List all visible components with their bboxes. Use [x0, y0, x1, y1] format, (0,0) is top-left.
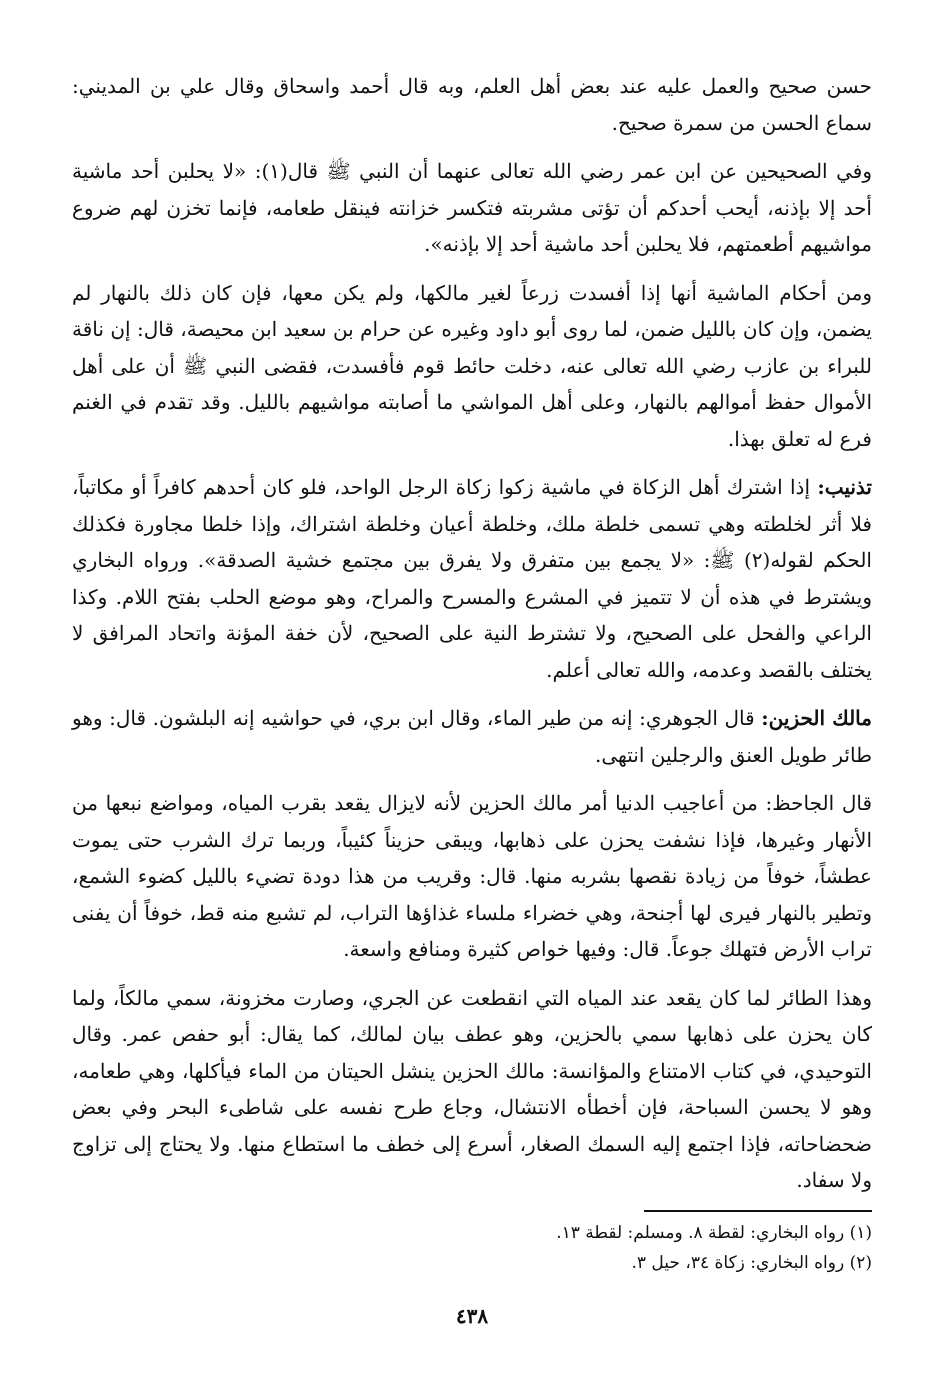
paragraph-text: ومن أحكام الماشية أنها إذا أفسدت زرعاً لغير مالكها، ولم يكن معها، فإن كان ذلك بالنهار لم يضمن، وإن كان بالليل ضمن، لما روى أبو داود وغيره عن حرام بن سعيد ابن محيصة، قال: إن ناقة للبراء بن عازب رضي الله تعالى عنه، دخلت حائط قوم فأفسدت، فقضى النبي ﷺ أن على أهل الأموال حفظ أموالهم بالنهار، وعلى أهل المواشي ما أصابته مواشيهم بالليل. وقد تقدم في الغنم فرع له تعلق بهذا.: [72, 280, 872, 451]
paragraph-text: قال الجاحظ: من أعاجيب الدنيا أمر مالك الحزين لأنه لايزال يقعد بقرب المياه، ومواضع نبعها من الأنهار وغيرها، فإذا نشفت يحزن على ذهابها، ويبقى حزيناً كئيباً، وربما ترك الشرب حتى يموت عطشاً، خوفاً من زيادة نقصها بشربه منها. قال: وقريب من هذا دودة تضيء بالليل كضوء الشمع، وتطير بالنهار فيرى لها أجنحة، وهي خضراء ملساء غذاؤها التراب، لم تشبع منه قط، خوفاً أن يفنى تراب الأرض فتهلك جوعاً. قال: وفيها خواص كثيرة ومنافع واسعة.: [72, 791, 872, 961]
paragraph: [72, 68, 872, 141]
paragraph: [72, 469, 872, 688]
page-number: ٤٣٨: [455, 1304, 489, 1328]
paragraph: [72, 980, 872, 1199]
paragraph: [72, 153, 872, 263]
paragraph-heading: مالك الحزين:: [761, 706, 872, 730]
footnote-divider: [644, 1210, 872, 1212]
paragraph-text: قال الجوهري: إنه من طير الماء، وقال ابن بري، في حواشيه إنه البلشون. قال: وهو طائر طويل العنق والرجلين انتهى.: [72, 706, 872, 767]
paragraph: [72, 700, 872, 773]
paragraph: [72, 275, 872, 458]
footnote: (٢) رواه البخاري: زكاة ٣٤، حيل ٣.: [631, 1253, 872, 1273]
footnotes: [272, 1218, 872, 1278]
paragraph-text: وفي الصحيحين عن ابن عمر رضي الله تعالى عنهما أن النبي ﷺ قال(١): «لا يحلبن أحد ماشية أحد إلا بإذنه، أيحب أحدكم أن تؤتى مشربته فتكسر خزانته فينقل طعامه، فإنما تخزن لهم ضروع مواشيهم أطعمتهم، فلا يحلبن أحد ماشية أحد إلا بإذنه».: [72, 159, 872, 256]
paragraph: [72, 785, 872, 968]
paragraph-text: إذا اشترك أهل الزكاة في ماشية زكوا زكاة الرجل الواحد، فلو كان أحدهم كافراً أو مكاتباً، فلا أثر لخلطته وهي تسمى خلطة ملك، وخلطة أعيان وخلطة اشتراك، وإذا خلطا مجاورة فكذلك الحكم لقوله(٢) ﷺ: «لا يجمع بين متفرق ولا يفرق بين مجتمع خشية الصدقة». ورواه البخاري ويشترط في هذه أن لا تتميز في المشرع والمسرح والمراح، وهو موضع الحلب بفتح اللام. وكذا الراعي والفحل على الصحيح، ولا تشترط النية على الصحيح، لأن خفة المؤنة واتحاد المرافق لا يختلف بالقصد وعدمه، والله تعالى أعلم.: [72, 475, 872, 682]
paragraph-heading: تذنيب:: [817, 475, 872, 499]
paragraph-text: وهذا الطائر لما كان يقعد عند المياه التي انقطعت عن الجري، وصارت مخزونة، سمي مالكاً، ولما كان يحزن على ذهابها سمي بالحزين، وهو عطف بيان لمالك، كما يقال: أبو حفص عمر. وقال التوحيدي، في كتاب الامتناع والمؤانسة: مالك الحزين ينشل الحيتان من الماء فيأكلها، وهي طعامه، وهو لا يحسن السباحة، فإن أخطأه الانتشال، وجاع طرح نفسه على شاطىء البحر وفي بعض ضحضاحاته، فإذا اجتمع إليه السمك الصغار، أسرع إلى خطف ما استطاع منها. ولا يحتاج إلى تزاوج ولا سفاد.: [72, 985, 872, 1192]
paragraph-text: حسن صحيح والعمل عليه عند بعض أهل العلم، وبه قال أحمد واسحاق وقال علي بن المديني: سماع الحسن من سمرة صحيح.: [72, 74, 872, 135]
footnote: (١) رواه البخاري: لقطة ٨. ومسلم: لقطة ١٣.: [556, 1223, 872, 1243]
page-body: [72, 68, 872, 1211]
